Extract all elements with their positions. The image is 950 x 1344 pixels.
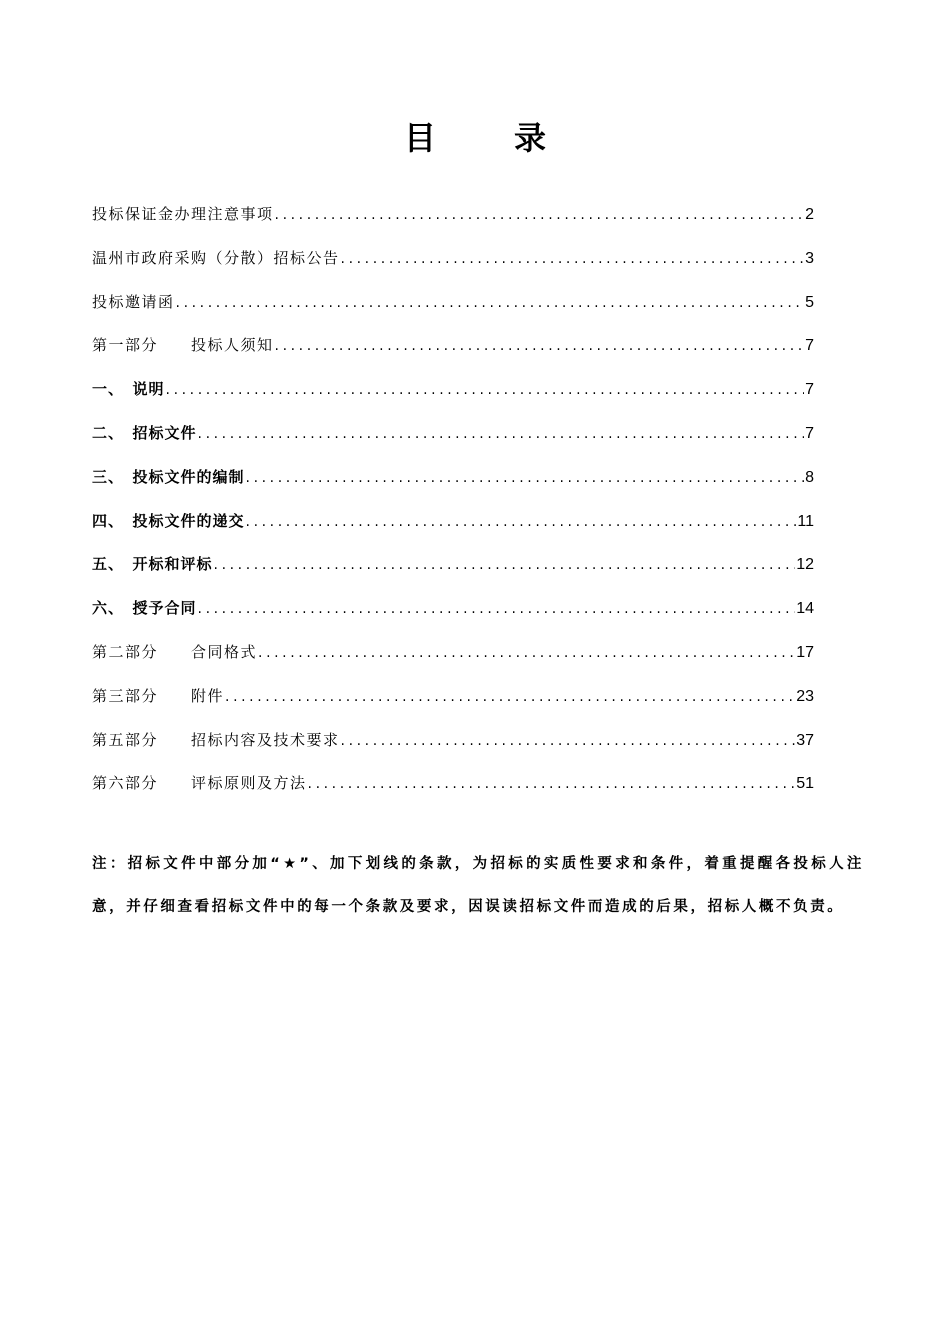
toc-entry[interactable] [92, 416, 814, 460]
page-title: 目录 [403, 119, 624, 157]
toc-leader-dots [275, 329, 805, 363]
toc-entry-label: 五、 开标和评标 [92, 555, 213, 574]
toc-entry-label: 投标保证金办理注意事项 [92, 205, 274, 223]
toc-entry-label: 一、 说明 [92, 380, 165, 399]
toc-page-number: 8 [805, 468, 814, 486]
toc-entry-label: 六、 授予合同 [92, 599, 197, 618]
toc-entry[interactable] [92, 241, 814, 285]
toc-entry-label: 第五部分 招标内容及技术要求 [92, 730, 340, 749]
toc-page-number: 3 [805, 249, 814, 267]
toc-page-number: 17 [796, 643, 814, 661]
toc-entry-label: 温州市政府采购（分散）招标公告 [92, 248, 340, 267]
toc-page-number: 11 [797, 512, 814, 530]
toc-entry-label: 投标邀请函 [92, 292, 175, 311]
toc-entry-label: 第三部分 附件 [92, 686, 225, 705]
toc-page-number: 7 [805, 424, 814, 442]
toc-leader-dots [225, 680, 795, 714]
toc-leader-dots [176, 286, 805, 320]
toc-leader-dots [341, 724, 796, 758]
table-of-contents [92, 197, 814, 810]
toc-page-number: 12 [796, 556, 814, 574]
toc-leader-dots [258, 636, 795, 670]
toc-entry[interactable] [92, 197, 814, 241]
toc-page-number: 2 [805, 206, 814, 223]
toc-entry[interactable] [92, 460, 814, 504]
toc-leader-dots [198, 592, 796, 626]
toc-leader-dots [341, 242, 805, 276]
toc-leader-dots [275, 198, 805, 232]
toc-entry[interactable] [92, 547, 814, 591]
toc-entry-label: 第一部分 投标人须知 [92, 336, 274, 355]
toc-leader-dots [246, 461, 805, 495]
toc-entry[interactable] [92, 591, 814, 635]
toc-page-number: 23 [796, 687, 814, 705]
toc-entry[interactable] [92, 679, 814, 723]
toc-entry[interactable] [92, 723, 814, 767]
toc-leader-dots [198, 417, 805, 451]
toc-entry-label: 三、 投标文件的编制 [92, 467, 245, 486]
toc-page-number: 5 [805, 293, 814, 311]
toc-entry[interactable] [92, 635, 814, 679]
toc-leader-dots [308, 767, 796, 801]
toc-page-number: 7 [805, 381, 814, 399]
toc-leader-dots [246, 505, 797, 539]
toc-entry[interactable] [92, 766, 814, 810]
toc-page-number: 51 [796, 775, 814, 793]
toc-page-number: 14 [796, 600, 814, 618]
toc-entry-label: 第二部分 合同格式 [92, 642, 258, 661]
toc-entry-label: 四、 投标文件的递交 [92, 511, 245, 530]
toc-entry-label: 第六部分 评标原则及方法 [92, 774, 307, 793]
toc-entry-label: 二、 招标文件 [92, 423, 197, 442]
toc-entry[interactable] [92, 285, 814, 329]
toc-leader-dots [214, 548, 796, 582]
toc-page-number: 37 [796, 731, 814, 749]
toc-leader-dots [166, 373, 805, 407]
toc-entry[interactable] [92, 328, 814, 372]
notice-paragraph: 注：招标文件中部分加“★”、加下划线的条款，为招标的实质性要求和条件，着重提醒各投标人注意，并仔细查看招标文件中的每一个条款及要求，因误读招标文件而造成的后果，招标人概不负责。 [92, 856, 864, 915]
toc-entry[interactable] [92, 372, 814, 416]
toc-entry[interactable] [92, 504, 814, 548]
toc-page-number: 7 [805, 337, 814, 355]
